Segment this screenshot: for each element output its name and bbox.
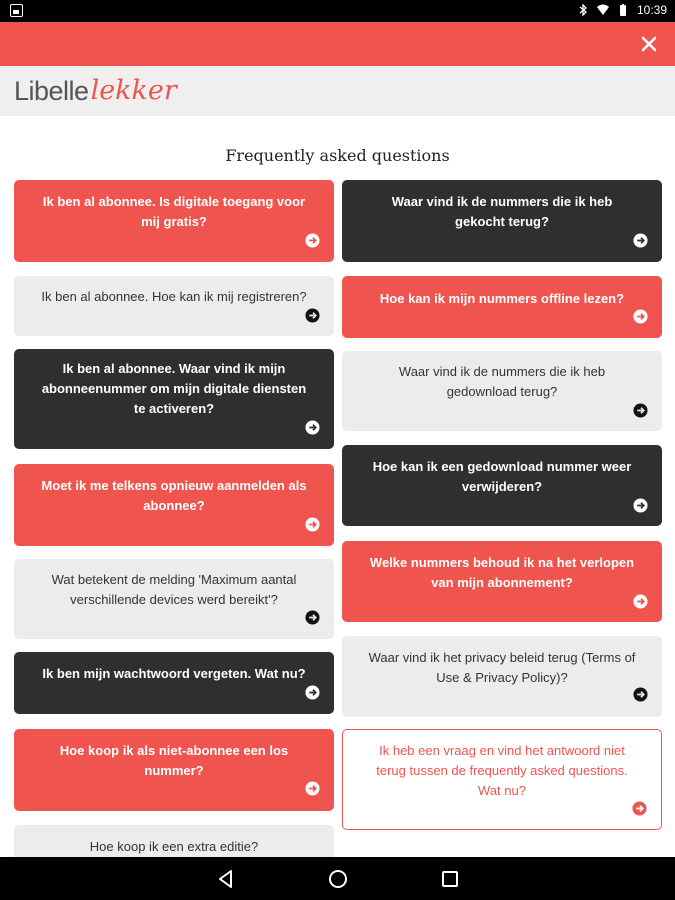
faq-question: Moet ik me telkens opnieuw aanmelden als abonnee? [41, 478, 307, 513]
system-navigation-bar [0, 857, 675, 900]
arrow-right-icon [633, 687, 648, 702]
home-icon[interactable] [327, 868, 349, 890]
logo-bar [0, 66, 675, 116]
faq-question: Waar vind ik de nummers die ik heb gekocht terug? [391, 194, 613, 229]
faq-question: Ik ben mijn wachtwoord vergeten. Wat nu? [42, 666, 306, 681]
faq-question: Waar vind ik het privacy beleid terug (Terms of Use & Privacy Policy)? [368, 649, 636, 685]
arrow-right-icon [305, 233, 320, 248]
wifi-icon [597, 4, 609, 16]
faq-question: Ik ben al abonnee. Hoe kan ik mij registreren? [41, 289, 307, 304]
arrow-right-icon [633, 233, 648, 248]
faq-item[interactable] [14, 652, 334, 714]
faq-question: Welke nummers behoud ik na het verlopen van mijn abonnement? [369, 554, 635, 590]
arrow-right-icon [305, 517, 320, 532]
page-title: Frequently asked questions [225, 146, 450, 165]
back-icon[interactable] [215, 868, 237, 890]
faq-item[interactable] [342, 636, 662, 717]
faq-question: Hoe koop ik een extra editie? [89, 839, 259, 854]
faq-item[interactable] [14, 729, 334, 811]
arrow-right-icon [632, 801, 647, 816]
brand-logo [14, 74, 177, 108]
faq-question: Hoe kan ik een gedownload nummer weer verwijderen? [372, 458, 632, 494]
status-bar [0, 0, 675, 22]
faq-question: Wat betekent de melding 'Maximum aantal verschillende devices werd bereikt'? [51, 572, 297, 607]
status-time: 10:39 [636, 3, 667, 17]
faq-item[interactable] [342, 445, 662, 526]
faq-item[interactable] [342, 541, 662, 622]
arrow-right-icon [305, 781, 320, 796]
arrow-right-icon [305, 610, 320, 625]
arrow-right-icon [305, 420, 320, 435]
faq-question: Waar vind ik de nummers die ik heb gedownload terug? [398, 364, 606, 399]
recents-icon[interactable] [439, 868, 461, 890]
faq-question: Hoe koop ik als niet-abonnee een los nummer? [59, 743, 289, 778]
battery-icon [617, 4, 629, 16]
faq-question: Ik heb een vraag en vind het antwoord niet terug tussen de frequently asked questions. Wat nu? [376, 742, 628, 798]
arrow-right-icon [633, 594, 648, 609]
arrow-right-icon [305, 308, 320, 323]
faq-item[interactable] [342, 180, 662, 262]
arrow-right-icon [633, 403, 648, 418]
arrow-right-icon [305, 685, 320, 700]
logo-text-libelle: Libelle [14, 76, 89, 106]
close-icon[interactable] [637, 32, 661, 56]
faq-question: Ik ben al abonnee. Waar vind ik mijn abonneenummer om mijn digitale diensten te activeren? [41, 361, 307, 416]
arrow-right-icon [633, 309, 648, 324]
gallery-notification-icon [10, 4, 23, 17]
logo-text-lekker: lekker [90, 75, 177, 106]
faq-item[interactable] [14, 276, 334, 336]
faq-question: Ik ben al abonnee. Is digitale toegang voor mij gratis? [42, 194, 306, 229]
faq-item[interactable] [14, 464, 334, 546]
faq-item[interactable] [342, 276, 662, 338]
faq-item[interactable] [14, 349, 334, 449]
faq-item[interactable] [14, 180, 334, 262]
faq-item[interactable] [342, 351, 662, 431]
faq-question: Hoe kan ik mijn nummers offline lezen? [379, 291, 625, 306]
bluetooth-icon [577, 4, 589, 16]
faq-item-contact[interactable] [342, 729, 662, 830]
arrow-right-icon [633, 498, 648, 513]
faq-item[interactable] [14, 559, 334, 639]
top-bar [0, 22, 675, 66]
